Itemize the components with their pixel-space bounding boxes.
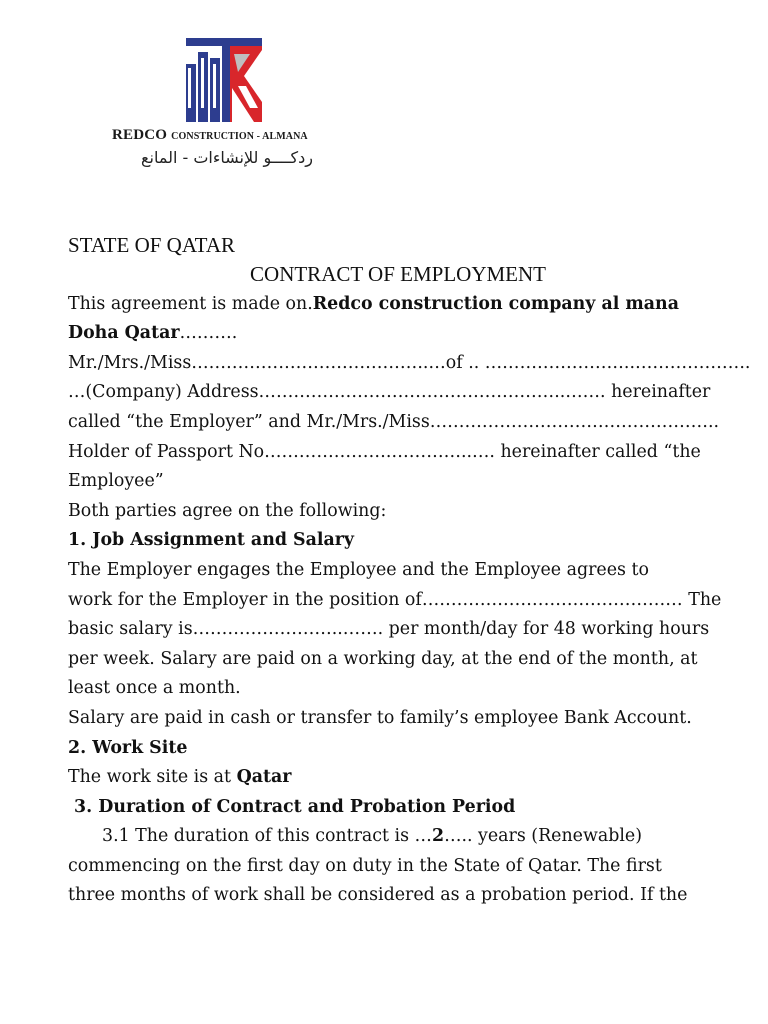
intro-line bbox=[68, 290, 728, 320]
redco-logo-icon bbox=[184, 38, 264, 122]
section-2-heading: 2. Work Site bbox=[68, 737, 188, 758]
duration-text: ….. years (Renewable) bbox=[444, 826, 642, 847]
logo-company-suffix: CONSTRUCTION - ALMANA bbox=[171, 131, 308, 142]
intro-line: called “the Employer” and Mr./Mrs./Miss………………………………………….. bbox=[68, 411, 720, 432]
logo-wordmark bbox=[112, 126, 308, 144]
section-3-line bbox=[68, 822, 728, 852]
work-site-text: The work site is at bbox=[68, 767, 237, 788]
section-1-line: The Employer engages the Employee and the Employee agrees to bbox=[68, 559, 649, 580]
intro-line: Mr./Mrs./Miss…………………………………..…of .. ……………………..……………….. bbox=[68, 352, 751, 373]
state-heading: STATE OF QATAR bbox=[68, 233, 235, 257]
duration-value: 2 bbox=[431, 826, 445, 847]
intro-line: Both parties agree on the following: bbox=[68, 500, 387, 521]
employer-city: Doha Qatar bbox=[68, 323, 180, 344]
work-site-value: Qatar bbox=[236, 767, 292, 788]
employer-name: Redco construction company al mana bbox=[312, 293, 679, 314]
section-1-line: work for the Employer in the position of……………………………………… The bbox=[68, 589, 722, 610]
section-1-heading: 1. Job Assignment and Salary bbox=[68, 530, 355, 551]
intro-text: This agreement is made on. bbox=[68, 293, 313, 314]
section-3-line: three months of work shall be considered as a probation period. If the bbox=[68, 885, 688, 906]
section-2-line bbox=[68, 763, 728, 793]
section-1-line: Salary are paid in cash or transfer to family’s employee Bank Account. bbox=[68, 707, 692, 728]
section-1-line: per week. Salary are paid on a working day, at the end of the month, at bbox=[68, 648, 698, 669]
intro-line: Holder of Passport No………………….…………..…. hereinafter called “the bbox=[68, 441, 701, 462]
company-logo bbox=[112, 38, 342, 178]
section-3-heading: 3. Duration of Contract and Probation Period bbox=[68, 796, 516, 817]
section-3-line: commencing on the first day on duty in the State of Qatar. The first bbox=[68, 855, 662, 876]
logo-arabic-text: ردكــــو للإنشاءات - المانع bbox=[141, 148, 313, 167]
contract-title: CONTRACT OF EMPLOYMENT bbox=[250, 262, 546, 286]
intro-text: ………. bbox=[179, 323, 238, 344]
duration-text: 3.1 The duration of this contract is … bbox=[102, 826, 432, 847]
intro-line: Employee” bbox=[68, 471, 164, 492]
intro-line bbox=[68, 319, 728, 349]
contract-body bbox=[68, 230, 751, 911]
section-1-line: basic salary is……………………..……. per month/day for 48 working hours bbox=[68, 619, 710, 640]
intro-line: …(Company) Address……………………………………………..……. hereinafter bbox=[68, 382, 711, 403]
logo-company-name: REDCO bbox=[112, 127, 168, 143]
section-1-line: least once a month. bbox=[68, 678, 241, 699]
